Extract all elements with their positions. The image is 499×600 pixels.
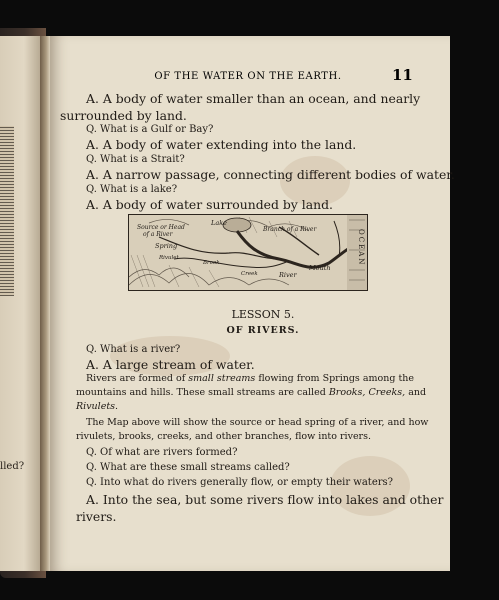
- answer-bay: A. A body of water extending into the land.: [86, 137, 357, 152]
- answer-sea-line2: rivers.: [76, 509, 117, 524]
- paragraph2-line2: rivulets, brooks, creeks, and other branches, flow into rivers.: [76, 431, 371, 442]
- map-label-river: River: [279, 271, 297, 279]
- map-label-of-river: of a River: [143, 231, 173, 238]
- lesson-subtitle: OF RIVERS.: [226, 325, 300, 336]
- question-formed: Q. Of what are rivers formed?: [86, 447, 238, 458]
- question-river: Q. What is a river?: [86, 344, 181, 355]
- river-map-svg: [129, 215, 367, 290]
- question-flow: Q. Into what do rivers generally flow, or empty their waters?: [86, 477, 394, 488]
- map-label-brook: Brook: [203, 260, 220, 266]
- answer-gulf-line1: A. A body of water smaller than an ocean, and nearly: [86, 91, 421, 106]
- paragraph1-line1: Rivers are formed of small streams flowing from Springs among the: [86, 373, 414, 384]
- paragraph2-line1: The Map above will show the source or head spring of a river, and how: [86, 417, 429, 428]
- lesson-title: LESSON 5.: [231, 308, 295, 321]
- map-label-lake: Lake: [211, 219, 227, 227]
- right-page: [50, 36, 455, 571]
- answer-river: A. A large stream of water.: [86, 357, 255, 372]
- river-map-illustration: [128, 214, 368, 291]
- left-page-engraving: [0, 126, 14, 296]
- map-label-branch: Branch of a River: [263, 226, 317, 233]
- answer-gulf-line2: surrounded by land.: [60, 108, 187, 123]
- left-page: [0, 36, 40, 571]
- question-lake: Q. What is a lake?: [86, 184, 178, 195]
- answer-lake: A. A body of water surrounded by land.: [86, 197, 333, 212]
- book-gutter: [40, 36, 50, 571]
- map-label-ocean: OCEAN: [357, 229, 365, 267]
- map-label-rivulet: Rivulet: [159, 255, 179, 261]
- answer-strait: A. A narrow passage, connecting different bodies of water.: [86, 167, 455, 182]
- answer-sea-line1: A. Into the sea, but some rivers flow into lakes and other: [86, 492, 444, 507]
- question-strait: Q. What is a Strait?: [86, 154, 185, 165]
- paragraph1-line3: Rivulets.: [76, 401, 119, 412]
- question-called: Q. What are these small streams called?: [86, 462, 290, 473]
- page-number: 11: [392, 66, 413, 84]
- map-label-spring: Spring: [155, 242, 178, 250]
- map-label-creek: Creek: [241, 271, 258, 277]
- map-label-source: Source or Head: [137, 224, 185, 231]
- question-gulf: Q. What is a Gulf or Bay?: [86, 124, 214, 135]
- map-label-mouth: Mouth: [309, 264, 331, 272]
- running-head: OF THE WATER ON THE EARTH.: [154, 71, 342, 82]
- paragraph1-line2: mountains and hills. These small streams are called Brooks, Creeks, and: [76, 387, 427, 398]
- left-page-text-fragment: lled?: [0, 461, 25, 472]
